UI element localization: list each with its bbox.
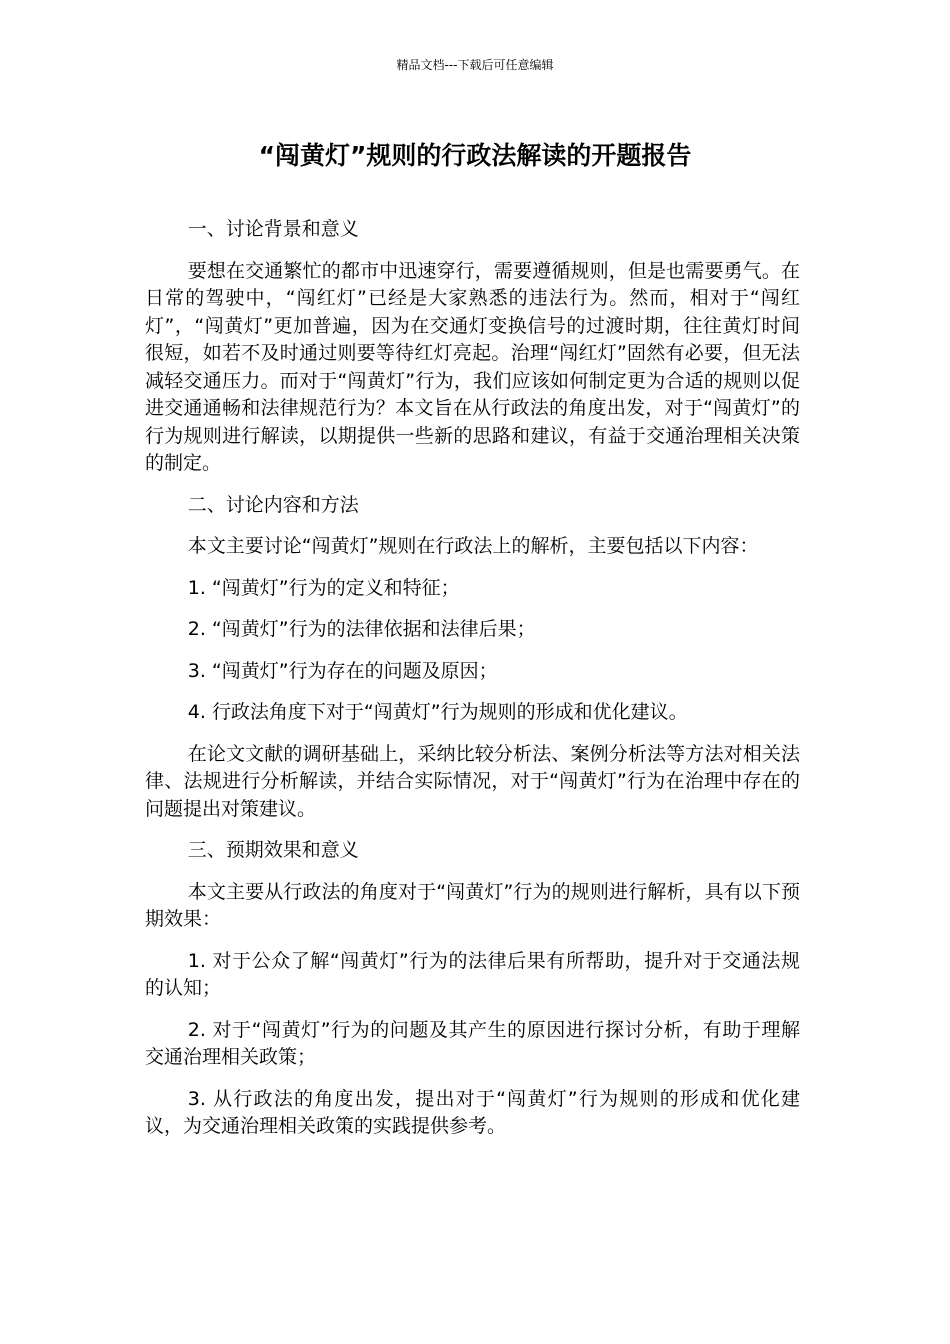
paragraph-effect-intro: 本文主要从行政法的角度对于“闯黄灯”行为的规则进行解析，具有以下预期效果： [145,880,800,930]
section-heading-expected-effect: 三、预期效果和意义 [187,839,359,861]
paragraph-content-intro: 本文主要讨论“闯黄灯”规则在行政法上的解析，主要包括以下内容： [187,535,759,557]
paragraph-method: 在论文文献的调研基础上，采纳比较分析法、案例分析法等方法对相关法律、法规进行分析解读，并结合实际情况，对于“闯黄灯”行为在治理中存在的问题提出对策建议。 [145,742,800,820]
list-item-content-2: 2. “闯黄灯”行为的法律依据和法律后果； [187,618,536,640]
document-title: “闯黄灯”规则的行政法解读的开题报告 [258,141,692,170]
section-heading-content-method: 二、讨论内容和方法 [187,493,359,516]
page-header: 精品文档---下载后可任意编辑 [396,58,554,72]
list-item-effect-3: 3. 从行政法的角度出发，提出对于“闯黄灯”行为规则的形成和优化建议，为交通治理相关政策的实践提供参考。 [145,1087,800,1137]
paragraph-background: 要想在交通繁忙的都市中迅速穿行，需要遵循规则，但是也需要勇气。在日常的驾驶中，“闯红灯”已经是大家熟悉的违法行为。然而，相对于“闯红灯”，“闯黄灯”更加普遍，因为在交通灯变换信号的过渡时期，往往黄灯时间很短，如若不及时通过则要等待红灯亮起。治理“闯红灯”固然有必要，但无法减轻交通压力。而对于“闯黄灯”行为，我们应该如何制定更为合适的规则以促进交通通畅和法律规范行为？本文旨在从行政法的角度出发，对于“闯黄灯”的行为规则进行解读，以期提供一些新的思路和建议，有益于交通治理相关决策的制定。 [145,259,800,474]
list-item-content-1: 1. “闯黄灯”行为的定义和特征； [187,576,460,599]
list-item-content-3: 3. “闯黄灯”行为存在的问题及原因； [187,659,498,682]
list-item-content-4: 4. 行政法角度下对于“闯黄灯”行为规则的形成和优化建议。 [187,701,688,723]
document-body [145,216,800,1155]
section-heading-background: 一、讨论背景和意义 [187,218,359,240]
list-item-effect-2: 2. 对于“闯黄灯”行为的问题及其产生的原因进行探讨分析，有助于理解交通治理相关政策； [145,1018,800,1068]
list-item-effect-1: 1. 对于公众了解“闯黄灯”行为的法律后果有所帮助，提升对于交通法规的认知； [145,949,800,999]
